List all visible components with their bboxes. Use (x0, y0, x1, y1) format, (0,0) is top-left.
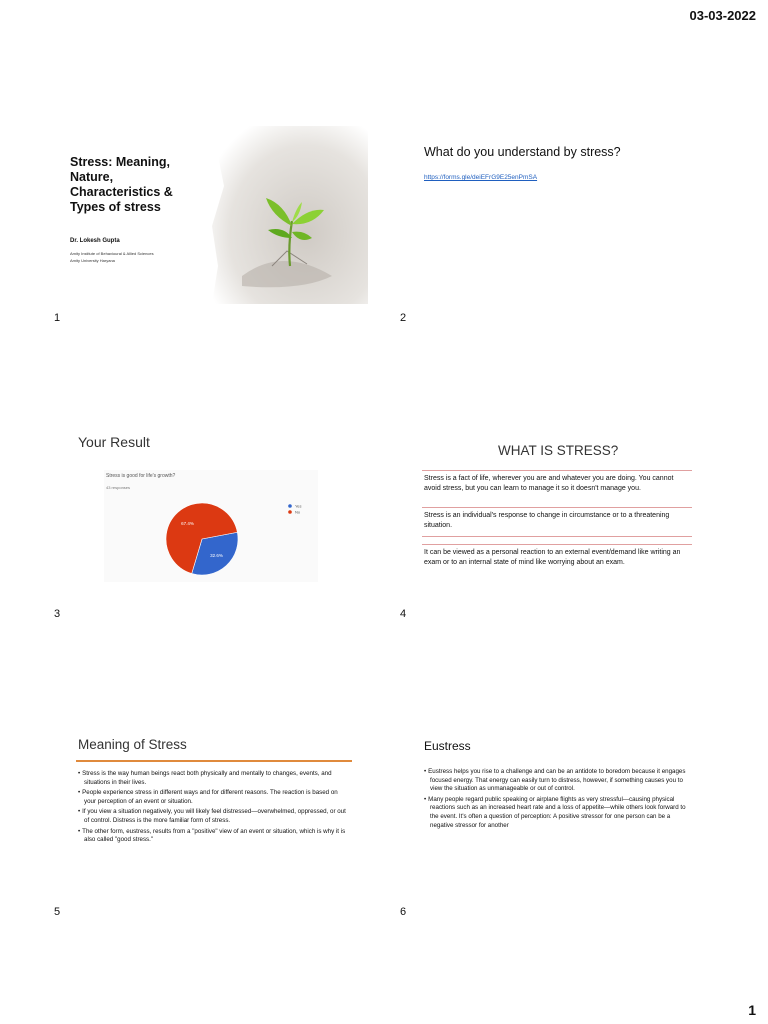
slide-4-number: 4 (400, 608, 407, 620)
slide-1-title: Stress: Meaning, Nature, Characteristics & Types of stress (70, 155, 173, 214)
pie-value-label: 32.6% (210, 553, 223, 559)
slide-2-number: 2 (400, 312, 407, 324)
slide-3-number: 3 (54, 608, 61, 620)
slide-2-title: What do you understand by stress? (424, 145, 621, 159)
meaning-bullet-list (78, 770, 348, 847)
legend-swatch (288, 510, 292, 514)
slide-4-title: WHAT IS STRESS? (498, 443, 619, 458)
list-item: • The other form, eustress, results from a "positive" view of an event or situation, which is why it is also called "good stress." (78, 827, 346, 844)
divider (422, 470, 692, 471)
legend-label: No (295, 509, 301, 515)
list-item: • Many people regard public speaking or airplane flights as very stressful—causing physical reactions such as an increased heart rate and a loss of appetite—while others look forward to the event. It's often a question of perception: A positive stressor for one person can be a negative stressor for another (424, 795, 686, 829)
eustress-bullet-list (424, 768, 694, 832)
list-item: • Eustress helps you rise to a challenge and can be an antidote to boredom because it engages focused energy. That energy can easily turn to distress, however, if something causes you to view the situation as unmanageable or out of control. (424, 768, 686, 793)
legend-swatch (288, 504, 292, 508)
survey-link[interactable]: https://forms.gle/deiEFrG9E25enPmSA (424, 174, 538, 181)
chart-response-count: 43 responses (106, 485, 131, 490)
sprout-photo (212, 126, 368, 304)
list-item: • Stress is the way human beings react both physically and mentally to changes, events, and situations in their lives. (78, 770, 332, 786)
slide-1-affiliation-institute: Amity Institute of Behavioural & Allied Sciences (70, 251, 154, 256)
page-number: 1 (748, 1002, 756, 1018)
legend-label: Yes (295, 503, 302, 509)
title-underline (76, 760, 352, 762)
document-date: 03-03-2022 (689, 8, 756, 23)
pie-chart (150, 497, 320, 583)
list-item: • People experience stress in different ways and for different reasons. The reaction is based on your perception of an event or situation. (78, 789, 338, 805)
chart-question: Stress is good for life's growth? (106, 473, 176, 479)
slide-5-number: 5 (54, 906, 61, 918)
slide-5-title: Meaning of Stress (78, 737, 187, 752)
pie-value-label: 67.4% (181, 520, 194, 526)
slide-1-number: 1 (54, 312, 61, 324)
stress-paragraph-2: Stress is an individual's response to change in circumstance or to a threatening situation. (424, 512, 670, 529)
list-item: • If you view a situation negatively, you will likely feel distressed—overwhelmed, oppressed, or out of control. Distress is the more familiar form of stress. (78, 808, 346, 824)
divider (422, 544, 692, 545)
divider (422, 507, 692, 508)
divider (422, 536, 692, 537)
slide-6-number: 6 (400, 906, 407, 918)
stress-paragraph-3: It can be viewed as a personal reaction to an external event/demand like writing an exam or to an internal state of mind like worrying about an exam. (424, 549, 681, 566)
slide-3-title: Your Result (78, 434, 150, 450)
slide-1-author: Dr. Lokesh Gupta (70, 238, 120, 244)
slide-6-title: Eustress (424, 739, 471, 753)
stress-paragraph-1: Stress is a fact of life, wherever you are and whatever you are doing. You cannot avoid stress, but you can learn to manage it so it doesn't manage you. (424, 475, 674, 492)
slide-1-affiliation-university: Amity University Haryana (70, 258, 115, 263)
